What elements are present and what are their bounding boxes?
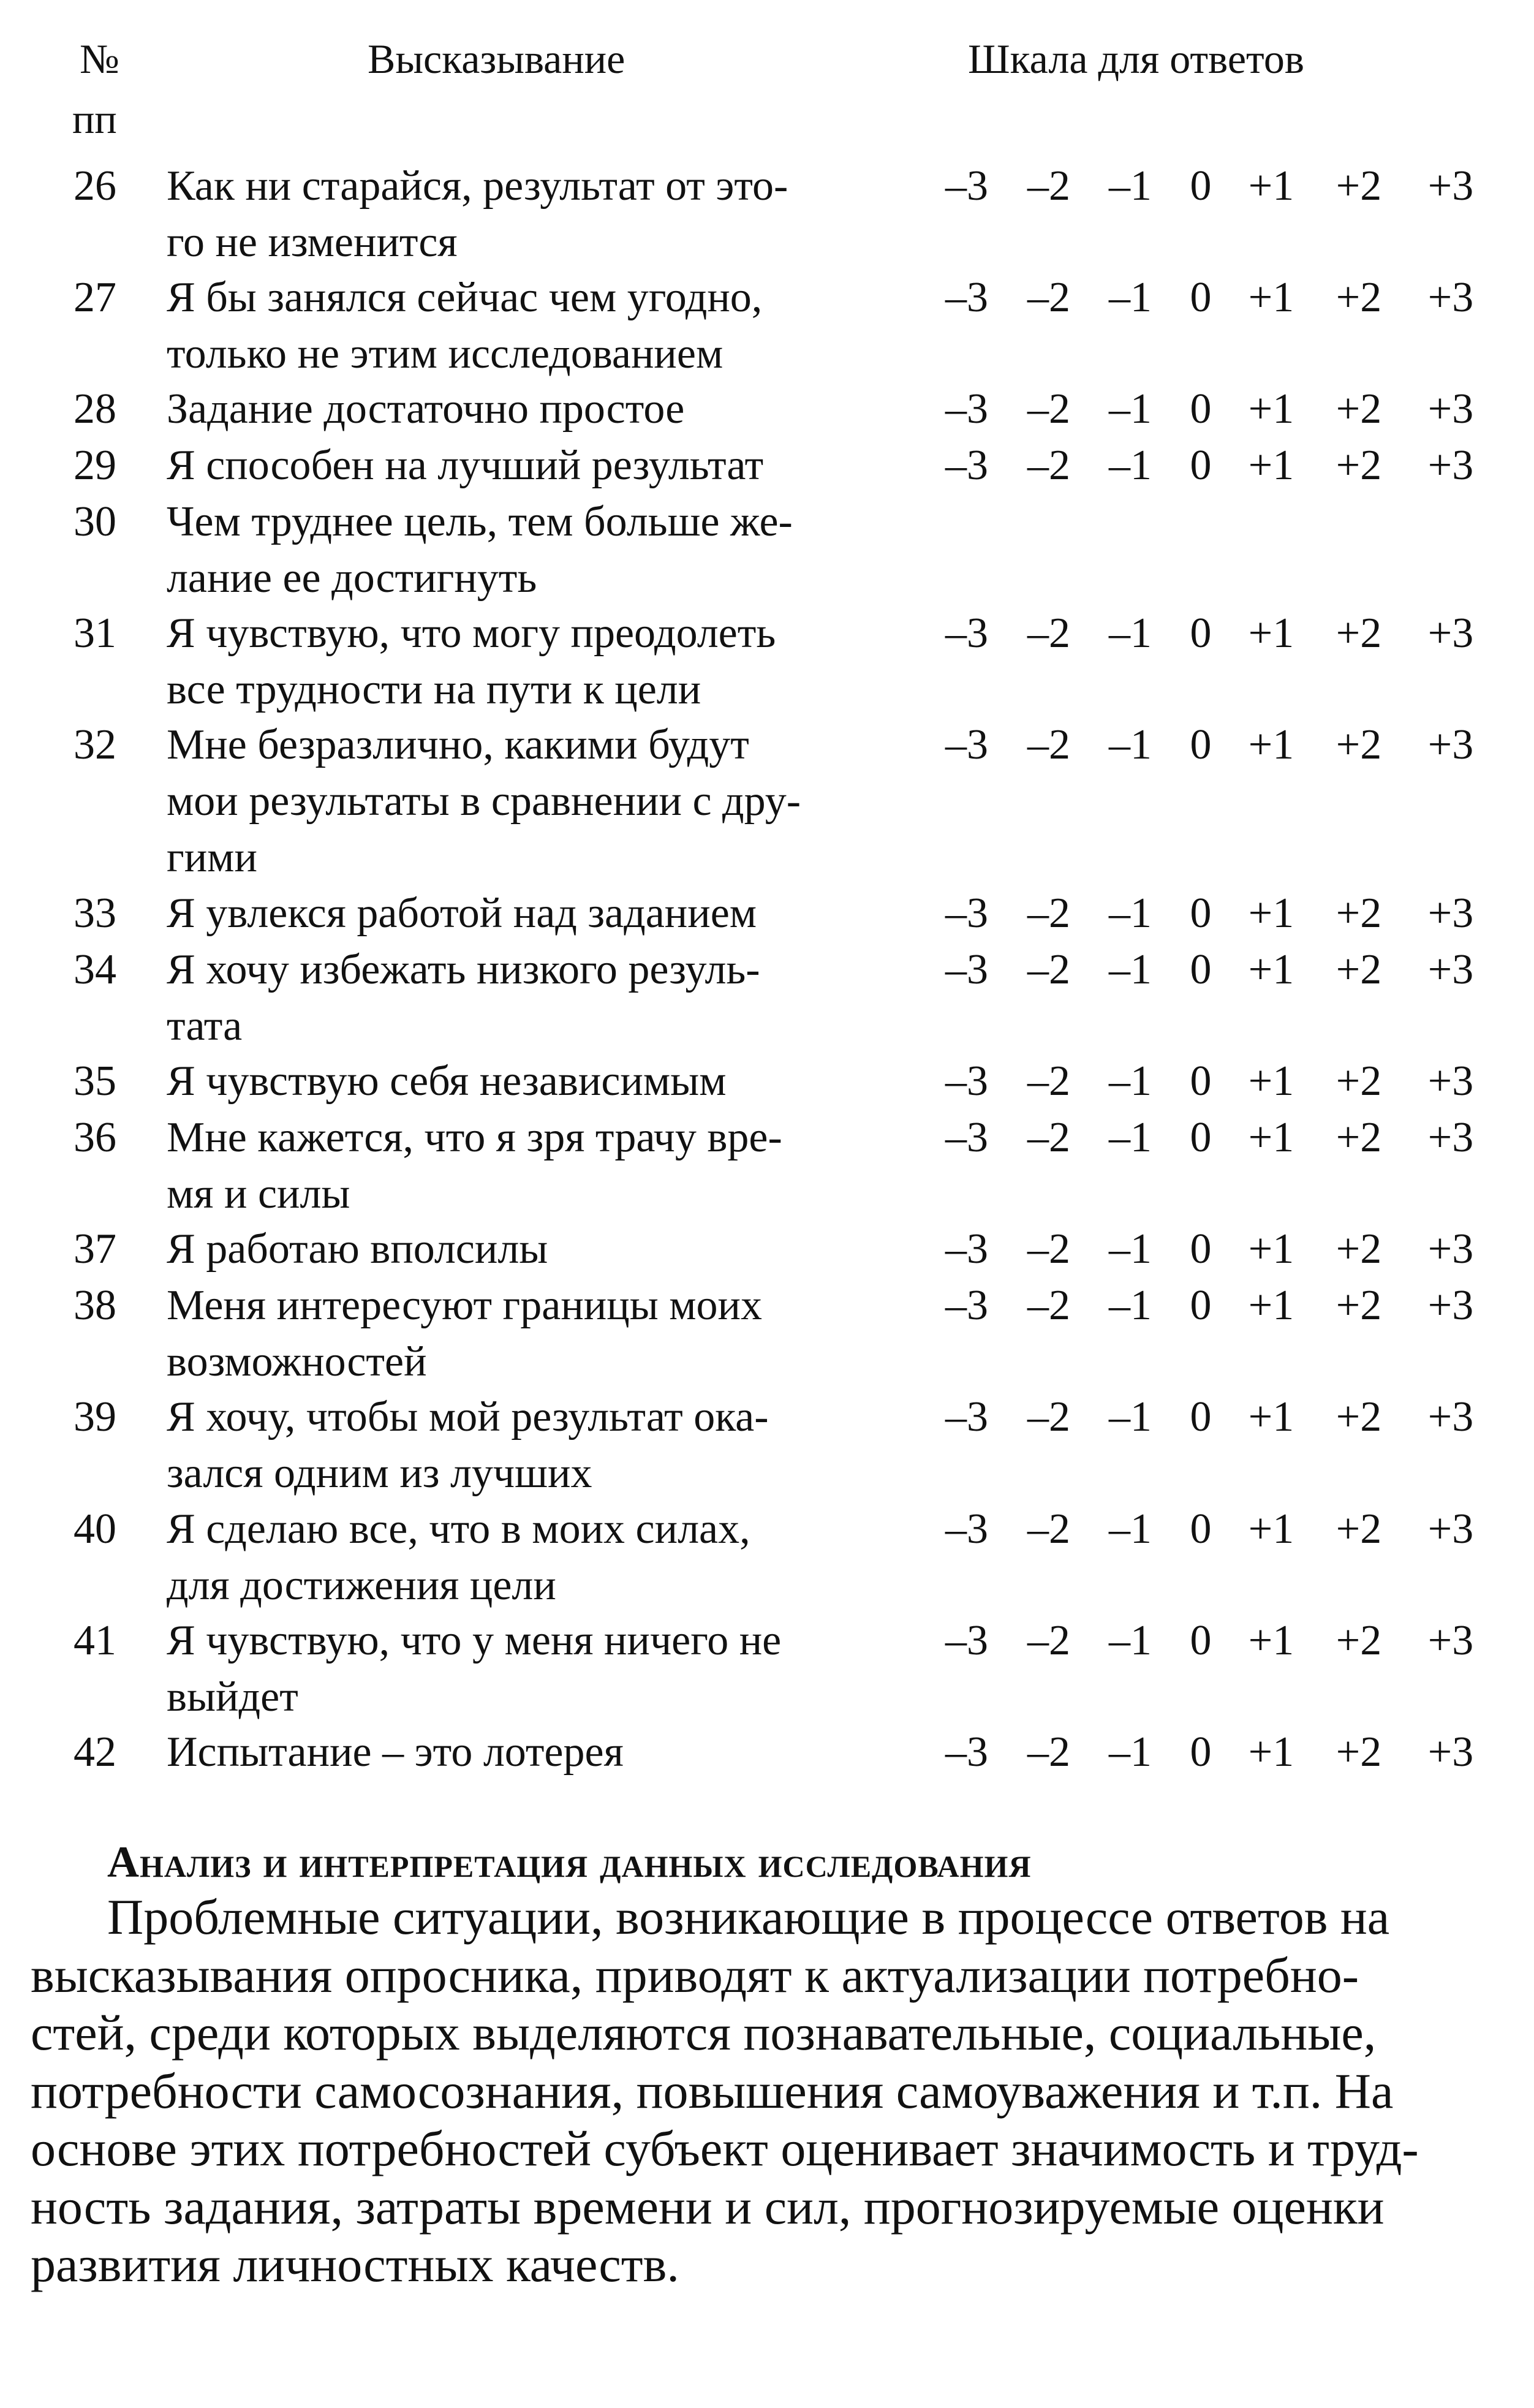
scale-option[interactable]: +3 <box>1427 721 1474 768</box>
scale-option[interactable]: +2 <box>1336 162 1382 210</box>
statement-line: Как ни старайся, результат от это- <box>167 162 788 210</box>
scale-option[interactable]: –3 <box>945 1282 988 1329</box>
row-number: 35 <box>74 1058 116 1105</box>
paragraph-line: ность задания, затраты времени и сил, прогнозируемые оценки <box>31 2178 1385 2235</box>
scale-option[interactable]: +2 <box>1336 1617 1382 1664</box>
scale-option[interactable]: +3 <box>1427 1225 1474 1273</box>
row-number: 27 <box>74 274 116 321</box>
statement-line: Мне безразлично, какими будут <box>167 721 749 768</box>
scale-option[interactable]: +1 <box>1248 946 1294 993</box>
header-scale: Шкала для ответов <box>968 36 1304 82</box>
scale-option[interactable]: 0 <box>1190 890 1212 937</box>
scale-option[interactable]: 0 <box>1190 442 1212 489</box>
scale-option[interactable]: –2 <box>1027 1114 1070 1161</box>
scale-option[interactable]: +3 <box>1427 1728 1474 1776</box>
statement-line: Я бы занялся сейчас чем угодно, <box>167 274 763 321</box>
scale-option[interactable]: +3 <box>1427 274 1474 321</box>
scale-option[interactable]: +2 <box>1336 946 1382 993</box>
statement-line: Чем труднее цель, тем больше же- <box>167 498 793 545</box>
scale-option[interactable]: +3 <box>1427 1393 1474 1441</box>
scale-option[interactable]: +2 <box>1336 1225 1382 1273</box>
scale-option[interactable]: –1 <box>1109 1058 1152 1105</box>
scale-option[interactable]: –3 <box>945 1393 988 1441</box>
answer-scale <box>0 437 1534 494</box>
answer-scale <box>0 1221 1534 1278</box>
scale-option[interactable]: +1 <box>1248 890 1294 937</box>
scale-option[interactable]: –3 <box>945 890 988 937</box>
scale-option[interactable]: +2 <box>1336 442 1382 489</box>
scale-option[interactable]: +2 <box>1336 385 1382 433</box>
row-number: 34 <box>74 946 116 993</box>
paragraph-line: стей, среди которых выделяются познавательные, социальные, <box>31 2005 1377 2061</box>
scale-option[interactable]: +2 <box>1336 274 1382 321</box>
scale-option[interactable]: 0 <box>1190 1505 1212 1553</box>
answer-scale <box>0 381 1534 437</box>
scale-option[interactable]: 0 <box>1190 1058 1212 1105</box>
row-number: 28 <box>74 385 116 433</box>
paragraph-line: Проблемные ситуации, возникающие в процессе ответов на <box>107 1889 1390 1945</box>
scale-option[interactable]: +1 <box>1248 162 1294 210</box>
row-number: 32 <box>74 721 116 768</box>
scale-option[interactable]: 0 <box>1190 1617 1212 1664</box>
statement-line: Испытание – это лотерея <box>167 1728 624 1776</box>
scale-option[interactable]: 0 <box>1190 610 1212 657</box>
statement-line: Я сделаю все, что в моих силах, <box>167 1505 750 1553</box>
statement-line: Я чувствую себя независимым <box>167 1058 727 1105</box>
scale-option[interactable]: 0 <box>1190 162 1212 210</box>
scale-option[interactable]: –2 <box>1027 946 1070 993</box>
scale-option[interactable]: +3 <box>1427 442 1474 489</box>
statement-line: го не изменится <box>167 219 458 266</box>
statement-line: лание ее достигнуть <box>167 555 537 602</box>
row-number: 36 <box>74 1114 116 1161</box>
statement-line: Я чувствую, что могу преодолеть <box>167 610 776 657</box>
scale-option[interactable]: +3 <box>1427 890 1474 937</box>
scale-option[interactable]: +2 <box>1336 721 1382 768</box>
scale-option[interactable]: –2 <box>1027 1505 1070 1553</box>
row-number: 31 <box>74 610 116 657</box>
scale-option[interactable]: –2 <box>1027 1728 1070 1776</box>
scale-option[interactable]: –2 <box>1027 610 1070 657</box>
scale-option[interactable]: –2 <box>1027 162 1070 210</box>
paragraph-line: высказывания опросника, приводят к актуализации потребно- <box>31 1947 1359 2003</box>
section-paragraph <box>31 1888 1513 2294</box>
statement-line: для достижения цели <box>167 1562 556 1609</box>
scale-option[interactable]: –2 <box>1027 1282 1070 1329</box>
statement-line: только не этим исследованием <box>167 330 724 377</box>
scale-option[interactable]: +1 <box>1248 1058 1294 1105</box>
scale-option[interactable]: +1 <box>1248 1505 1294 1553</box>
answer-scale <box>0 1278 1534 1334</box>
row-number: 29 <box>74 442 116 489</box>
scale-option[interactable]: +1 <box>1248 385 1294 433</box>
scale-option[interactable]: 0 <box>1190 1114 1212 1161</box>
scale-option[interactable]: –1 <box>1109 1505 1152 1553</box>
section-title: Анализ и интерпретация данных исследования <box>107 1838 1032 1887</box>
statement-line: Мне кажется, что я зря трачу вре- <box>167 1114 782 1161</box>
header-number-sub: пп <box>72 96 117 142</box>
answer-scale <box>0 1501 1534 1558</box>
statement-line: зался одним из лучших <box>167 1450 592 1497</box>
answer-scale <box>0 1110 1534 1166</box>
scale-option[interactable]: –1 <box>1109 610 1152 657</box>
scale-option[interactable]: +3 <box>1427 162 1474 210</box>
header-number: № <box>80 36 119 82</box>
answer-scale <box>0 1724 1534 1781</box>
statement-line: Я способен на лучший результат <box>167 442 764 489</box>
scale-option[interactable]: +3 <box>1427 610 1474 657</box>
row-statement <box>167 494 871 607</box>
scale-option[interactable]: –3 <box>945 385 988 433</box>
statement-line: Я чувствую, что у меня ничего не <box>167 1617 782 1664</box>
scale-option[interactable]: –3 <box>945 1114 988 1161</box>
scale-option[interactable]: –2 <box>1027 274 1070 321</box>
scale-option[interactable]: –1 <box>1109 1225 1152 1273</box>
statement-line: гими <box>167 834 257 881</box>
scale-option[interactable]: –1 <box>1109 721 1152 768</box>
row-number: 42 <box>74 1728 116 1776</box>
scale-option[interactable]: 0 <box>1190 1393 1212 1441</box>
scale-option[interactable]: –2 <box>1027 442 1070 489</box>
scale-option[interactable]: –2 <box>1027 890 1070 937</box>
scale-option[interactable]: +1 <box>1248 721 1294 768</box>
scale-option[interactable]: +2 <box>1336 1058 1382 1105</box>
scale-option[interactable]: –1 <box>1109 1728 1152 1776</box>
scale-option[interactable]: 0 <box>1190 274 1212 321</box>
scale-option[interactable]: +2 <box>1336 610 1382 657</box>
answer-scale <box>0 1053 1534 1110</box>
scale-option[interactable]: +2 <box>1336 1505 1382 1553</box>
answer-scale <box>0 1613 1534 1669</box>
row-number: 26 <box>74 162 116 210</box>
scale-option[interactable]: –3 <box>945 721 988 768</box>
scale-option[interactable]: –3 <box>945 946 988 993</box>
scale-option[interactable]: –1 <box>1109 1282 1152 1329</box>
scale-option[interactable]: +1 <box>1248 1114 1294 1161</box>
statement-line: возможностей <box>167 1338 427 1385</box>
scale-option[interactable]: +3 <box>1427 946 1474 993</box>
scale-option[interactable]: –2 <box>1027 1617 1070 1664</box>
scale-option[interactable]: +1 <box>1248 1225 1294 1273</box>
scale-option[interactable]: –3 <box>945 1225 988 1273</box>
paragraph-line: основе этих потребностей субъект оценивает значимость и труд- <box>31 2121 1419 2176</box>
statement-line: мя и силы <box>167 1170 350 1217</box>
scale-option[interactable]: +1 <box>1248 274 1294 321</box>
scale-option[interactable]: +3 <box>1427 385 1474 433</box>
scale-option[interactable]: –1 <box>1109 1393 1152 1441</box>
scale-option[interactable]: +3 <box>1427 1617 1474 1664</box>
scale-option[interactable]: –1 <box>1109 1114 1152 1161</box>
scale-option[interactable]: –1 <box>1109 890 1152 937</box>
scale-option[interactable]: –3 <box>945 274 988 321</box>
scale-option[interactable]: –3 <box>945 610 988 657</box>
scale-option[interactable]: +3 <box>1427 1505 1474 1553</box>
scale-option[interactable]: –1 <box>1109 274 1152 321</box>
scale-option[interactable]: –3 <box>945 1617 988 1664</box>
scale-option[interactable]: –1 <box>1109 442 1152 489</box>
scale-option[interactable]: –2 <box>1027 1225 1070 1273</box>
scale-option[interactable]: –3 <box>945 162 988 210</box>
scale-option[interactable]: 0 <box>1190 1728 1212 1776</box>
scale-option[interactable]: –2 <box>1027 1393 1070 1441</box>
scale-option[interactable]: –3 <box>945 1058 988 1105</box>
scale-option[interactable]: 0 <box>1190 1282 1212 1329</box>
scale-option[interactable]: +1 <box>1248 442 1294 489</box>
statement-line: мои результаты в сравнении с дру- <box>167 778 801 825</box>
row-number: 33 <box>74 890 116 937</box>
scale-option[interactable]: –1 <box>1109 385 1152 433</box>
scale-option[interactable]: +1 <box>1248 1728 1294 1776</box>
header-statement: Высказывание <box>368 36 625 82</box>
scale-option[interactable]: –1 <box>1109 1617 1152 1664</box>
row-number: 40 <box>74 1505 116 1553</box>
statement-line: Меня интересуют границы моих <box>167 1282 763 1329</box>
scale-option[interactable]: 0 <box>1190 721 1212 768</box>
statement-line: тата <box>167 1002 243 1050</box>
paragraph-line: развития личностных качеств. <box>31 2236 679 2292</box>
answer-scale <box>0 1389 1534 1445</box>
scale-option[interactable]: –1 <box>1109 162 1152 210</box>
scale-option[interactable]: 0 <box>1190 946 1212 993</box>
scale-option[interactable]: +3 <box>1427 1114 1474 1161</box>
scale-option[interactable]: –2 <box>1027 1058 1070 1105</box>
row-number: 37 <box>74 1225 116 1273</box>
scale-option[interactable]: +1 <box>1248 1617 1294 1664</box>
statement-line: выйдет <box>167 1673 298 1721</box>
scale-option[interactable]: +2 <box>1336 1114 1382 1161</box>
answer-scale <box>0 158 1534 214</box>
row-number: 30 <box>74 498 116 545</box>
row-number: 39 <box>74 1393 116 1441</box>
statement-line: все трудности на пути к цели <box>167 666 701 713</box>
row-number: 38 <box>74 1282 116 1329</box>
scale-option[interactable]: –3 <box>945 442 988 489</box>
answer-scale <box>0 942 1534 998</box>
scale-option[interactable]: +2 <box>1336 1282 1382 1329</box>
answer-scale <box>0 270 1534 326</box>
scale-option[interactable]: +3 <box>1427 1058 1474 1105</box>
scale-option[interactable]: +1 <box>1248 610 1294 657</box>
statement-line: Я хочу, чтобы мой результат ока- <box>167 1393 769 1441</box>
answer-scale <box>0 605 1534 662</box>
statement-line: Я увлекся работой над заданием <box>167 890 757 937</box>
answer-scale <box>0 717 1534 773</box>
row-number: 41 <box>74 1617 116 1664</box>
paragraph-line: потребности самосознания, повышения самоуважения и т.п. На <box>31 2062 1394 2119</box>
answer-scale <box>0 885 1534 942</box>
scale-option[interactable]: –3 <box>945 1728 988 1776</box>
scale-option[interactable]: –1 <box>1109 946 1152 993</box>
scale-option[interactable]: +1 <box>1248 1393 1294 1441</box>
scale-option[interactable]: +3 <box>1427 1282 1474 1329</box>
scale-option[interactable]: +2 <box>1336 1728 1382 1776</box>
scale-option[interactable]: +1 <box>1248 1282 1294 1329</box>
scale-option[interactable]: –2 <box>1027 385 1070 433</box>
scale-option[interactable]: –2 <box>1027 721 1070 768</box>
statement-line: Я хочу избежать низкого резуль- <box>167 946 760 993</box>
scale-option[interactable]: 0 <box>1190 385 1212 433</box>
statement-line: Я работаю вполсилы <box>167 1225 548 1273</box>
scale-option[interactable]: +2 <box>1336 1393 1382 1441</box>
scale-option[interactable]: 0 <box>1190 1225 1212 1273</box>
statement-line: Задание достаточно простое <box>167 385 685 433</box>
scale-option[interactable]: –3 <box>945 1505 988 1553</box>
scale-option[interactable]: +2 <box>1336 890 1382 937</box>
